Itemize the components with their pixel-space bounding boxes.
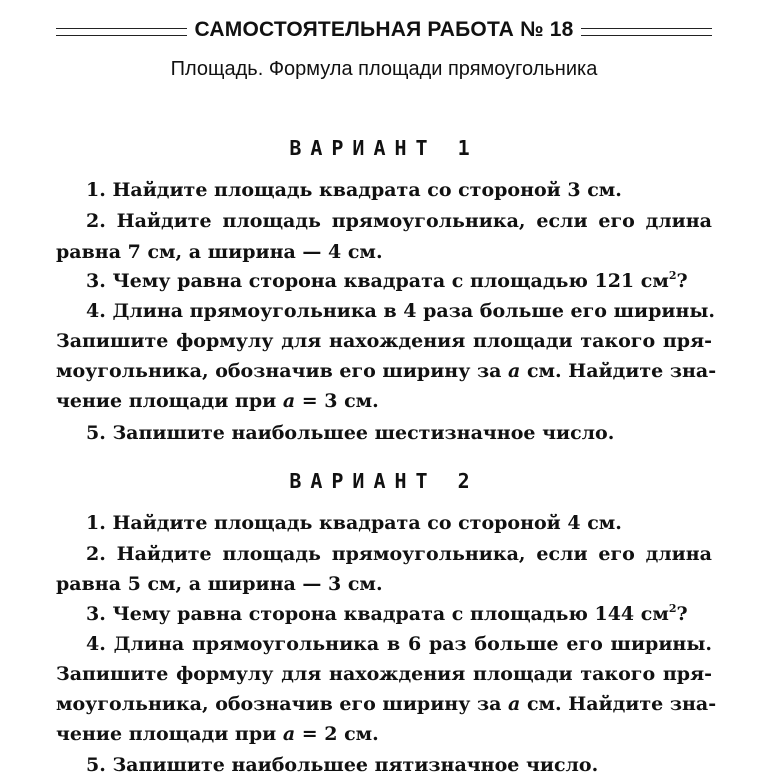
v1-task-4-line-1: 4. Длина прямоугольника в 4 раза больше его ширины. <box>86 300 716 322</box>
page-subtitle: Площадь. Формула площади прямоугольника <box>170 58 598 80</box>
v1-task-2-line-2: равна 7 см, а ширина — 4 см. <box>56 241 383 263</box>
page-title: САМОСТОЯТЕЛЬНАЯ РАБОТА № 18 <box>194 18 574 41</box>
v2-task-1: 1. Найдите площадь квадрата со стороной 4 см. <box>86 512 622 534</box>
v2-task-4-line-4-a: чение площади при <box>56 723 283 745</box>
v2-task-4-line-2: Запишите формулу для нахождения площади такого пря- <box>56 663 712 685</box>
v2-task-4-line-1: 4. Длина прямоугольника в 6 раз больше его ширины. <box>86 633 712 655</box>
v1-task-3 <box>86 266 688 297</box>
v2-task-3-superscript: 2 <box>668 602 677 615</box>
v1-variable-a: a <box>508 360 521 382</box>
v2-task-4-line-3-a: моугольника, обозначив его ширину за <box>56 693 509 715</box>
v1-variable-a-2: a <box>282 390 296 412</box>
v1-task-4-line-3-b: см. Найдите зна- <box>520 360 717 382</box>
v1-task-4-line-3-a: моугольника, обозначив его ширину за <box>56 360 509 382</box>
v1-task-1: 1. Найдите площадь квадрата со стороной 3 см. <box>86 179 622 201</box>
v1-task-4-line-4-b: = 3 см. <box>295 390 379 412</box>
v2-task-3-text: 3. Чему равна сторона квадрата с площадью 144 см <box>86 603 669 625</box>
v2-variable-a: a <box>508 693 521 715</box>
v1-task-3-text: 3. Чему равна сторона квадрата с площадью 121 см <box>86 270 669 292</box>
header-rule-left <box>56 28 187 36</box>
v1-task-2-line-1: 2. Найдите площадь прямоугольника, если его длина <box>86 210 712 232</box>
v2-task-3 <box>86 599 688 630</box>
variant-2-title: ВАРИАНТ 2 <box>289 469 479 493</box>
variant-1-title: ВАРИАНТ 1 <box>289 136 479 160</box>
v2-task-4-line-3-b: см. Найдите зна- <box>520 693 717 715</box>
v1-task-4-line-4 <box>56 386 379 417</box>
v2-task-5: 5. Запишите наибольшее пятизначное число. <box>86 754 599 776</box>
v2-task-4-line-3 <box>56 689 717 720</box>
v2-task-3-end: ? <box>676 603 688 625</box>
v1-task-4-line-2: Запишите формулу для нахождения площади такого пря- <box>56 330 712 352</box>
v2-task-4-line-4-b: = 2 см. <box>295 723 379 745</box>
v2-task-2-line-1: 2. Найдите площадь прямоугольника, если его длина <box>86 543 712 565</box>
v1-task-4-line-4-a: чение площади при <box>56 390 283 412</box>
page-header <box>56 14 712 46</box>
v1-task-5: 5. Запишите наибольшее шестизначное число. <box>86 422 615 444</box>
header-rule-right <box>581 28 712 36</box>
v1-task-3-superscript: 2 <box>668 269 677 282</box>
v2-task-4-line-4 <box>56 719 379 750</box>
v2-task-2-line-2: равна 5 см, а ширина — 3 см. <box>56 573 383 595</box>
v1-task-3-end: ? <box>676 270 688 292</box>
v2-variable-a-2: a <box>282 723 296 745</box>
v1-task-4-line-3 <box>56 356 717 387</box>
